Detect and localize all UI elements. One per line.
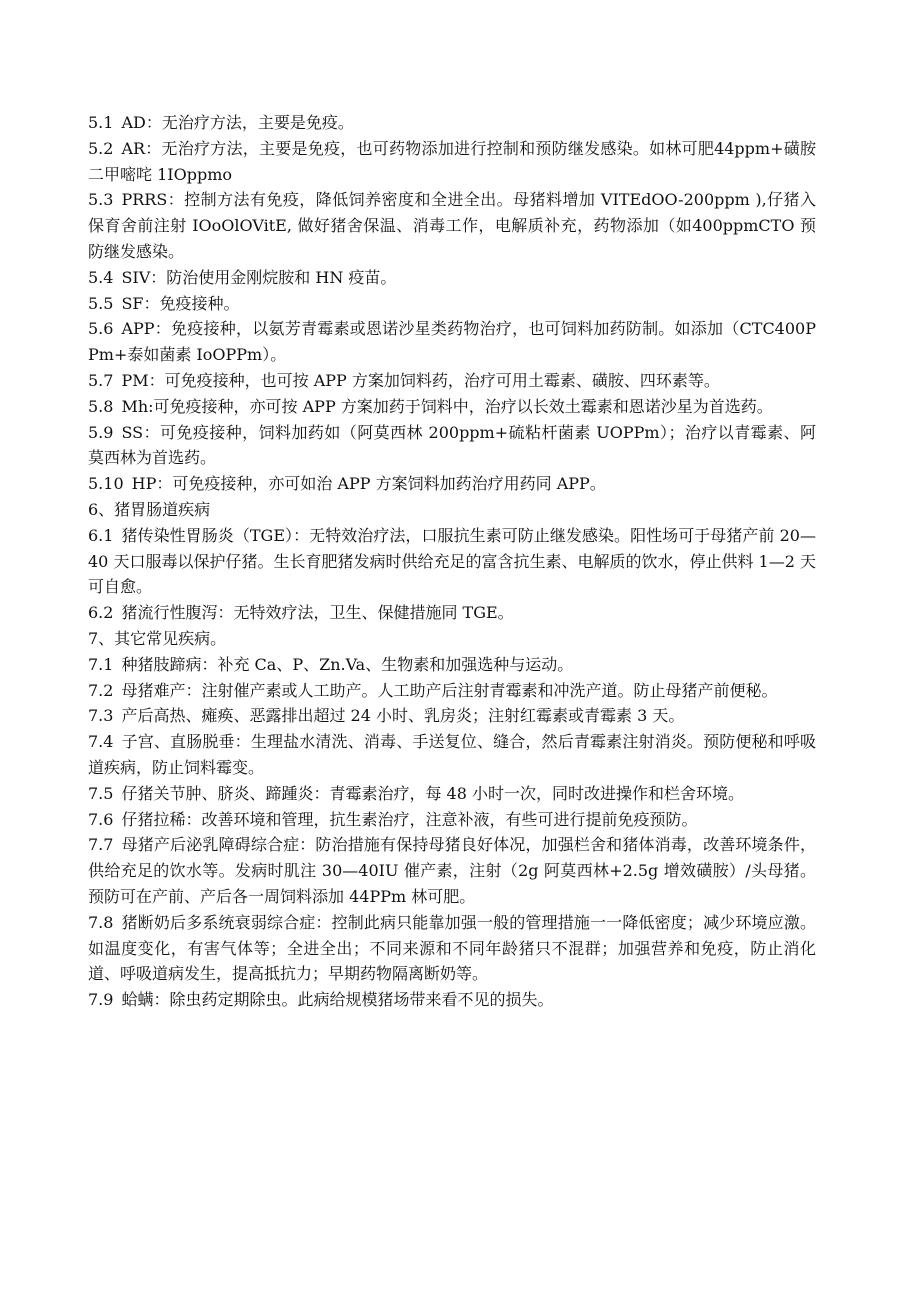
paragraph — [88, 291, 816, 317]
paragraph-text: Mh:可免疫接种，亦可按 APP 方案加药于饲料中，治疗以长效土霉素和恩诺沙星为首选药。 — [121, 396, 773, 416]
paragraph-text: PRRS：控制方法有免疫，降低饲养密度和全进全出。母猪料增加 VITEdOO-200ppm ),仔猪入保育舍前注射 IOoOlOVitE, 做好猪舍保温、消毒工作，电解质补充，药物添加（如400ppmCTO 预防继发感染。 — [88, 190, 816, 261]
section-number: 7.1 — [88, 654, 114, 674]
paragraph-text: PM：可免疫接种，也可按 APP 方案加饲料药，治疗可用土霉素、磺胺、四环素等。 — [121, 370, 720, 390]
section-number: 5.3 — [88, 190, 114, 210]
paragraph-text: SF：免疫接种。 — [121, 293, 240, 313]
paragraph — [88, 781, 816, 807]
section-number: 5.10 — [88, 474, 124, 494]
section-number: 5.2 — [88, 138, 114, 158]
paragraph-text: 仔猪关节肿、脐炎、蹄踵炎：青霉素治疗，每 48 小时一次，同时改进操作和栏舍环境。 — [121, 783, 744, 803]
paragraph-text: 产后高热、瘫痪、恶露排出超过 24 小时、乳房炎；注射红霉素或青霉素 3 天。 — [121, 706, 685, 726]
paragraph-text: SIV：防治使用金刚烷胺和 HN 疫苗。 — [121, 267, 397, 287]
paragraph — [88, 394, 816, 420]
paragraph-text: HP：可免疫接种，亦可如治 APP 方案饲料加药治疗用药同 APP。 — [131, 474, 606, 494]
paragraph-text: 7、其它常见疾病。 — [88, 628, 227, 648]
paragraph — [88, 471, 816, 497]
document-body — [88, 110, 816, 1013]
paragraph-text: 仔猪拉稀：改善环境和管理，抗生素治疗，注意补液，有些可进行提前免疫预防。 — [121, 809, 698, 829]
section-number: 6.2 — [88, 603, 114, 623]
paragraph-text: AR：无治疗方法，主要是免疫，也可药物添加进行控制和预防继发感染。如林可肥44ppm+磺胺二甲嘧咤 1IOppmo — [88, 138, 816, 184]
paragraph-text: 猪断奶后多系统衰弱综合症：控制此病只能靠加强一般的管理措施一一降低密度；减少环境应激。如温度变化，有害气体等；全进全出；不同来源和不同年龄猪只不混群；加强营养和免疫，防止消化道、呼吸道病发生，提高抵抗力；早期药物隔离断奶等。 — [88, 912, 816, 984]
paragraph — [88, 703, 816, 729]
paragraph — [88, 729, 816, 781]
section-number: 7.6 — [88, 809, 114, 829]
section-number: 5.4 — [88, 267, 114, 287]
paragraph — [88, 626, 816, 652]
paragraph-text: 种猪肢蹄病：补充 Ca、P、Zn.Va、生物素和加强选种与运动。 — [121, 654, 574, 674]
section-number: 7.5 — [88, 783, 114, 803]
section-number: 5.1 — [88, 113, 114, 132]
section-number: 5.8 — [88, 396, 114, 416]
paragraph — [88, 187, 816, 264]
section-number: 7.9 — [88, 990, 114, 1010]
paragraph-text: AD：无治疗方法，主要是免疫。 — [121, 113, 354, 132]
paragraph — [88, 136, 816, 188]
paragraph-text: 母猪产后泌乳障碍综合症：防治措施有保持母猪良好体况，加强栏舍和猪体消毒，改善环境条件，供给充足的饮水等。发病时肌注 30—40IU 催产素，注射（2g 阿莫西林+2.5g 增效磺胺）/头母猪。预防可在产前、产后各一周饲料添加 44PPm 林可肥。 — [88, 835, 816, 906]
paragraph — [88, 678, 816, 704]
paragraph — [88, 652, 816, 678]
paragraph — [88, 316, 816, 368]
paragraph — [88, 987, 816, 1013]
paragraph — [88, 368, 816, 394]
paragraph — [88, 600, 816, 626]
section-number: 5.5 — [88, 293, 114, 313]
paragraph-text: 子宫、直肠脱垂：生理盐水清洗、消毒、手送复位、缝合，然后青霉素注射消炎。预防便秘和呼吸道疾病，防止饲料霉变。 — [88, 732, 816, 777]
paragraph — [88, 420, 816, 472]
section-number: 7.4 — [88, 732, 114, 752]
paragraph-text: 母猪难产：注射催产素或人工助产。人工助产后注射青霉素和冲洗产道。防止母猪产前便秘。 — [121, 680, 778, 700]
section-number: 7.3 — [88, 706, 114, 726]
paragraph-text: 猪流行性腹泻：无特效疗法，卫生、保健措施同 TGE。 — [121, 603, 514, 623]
section-number: 7.7 — [88, 835, 114, 855]
paragraph-text: 猪传染性胃肠炎（TGE）：无特效治疗法，口服抗生素可防止继发感染。阳性场可于母猪产前 20—40 天口服毒以保护仔猪。生长育肥猪发病时供给充足的富含抗生素、电解质的饮水，停止供料 1—2 天可自愈。 — [88, 525, 816, 597]
section-number: 5.9 — [88, 422, 114, 442]
section-number: 5.7 — [88, 370, 114, 390]
paragraph — [88, 832, 816, 909]
paragraph — [88, 523, 816, 600]
section-number: 7.2 — [88, 680, 114, 700]
paragraph — [88, 910, 816, 987]
paragraph — [88, 265, 816, 291]
section-number: 5.6 — [88, 319, 114, 339]
paragraph-text: 6、猪胃肠道疾病 — [88, 499, 211, 519]
paragraph-text: 蛤螨：除虫药定期除虫。此病给规模猪场带来看不见的损失。 — [121, 990, 554, 1010]
paragraph-text: APP：免疫接种，以氨芳青霉素或恩诺沙星类药物治疗，也可饲料加药防制。如添加（CTC400PPm+泰如菌素 IoOPPm）。 — [88, 319, 816, 365]
paragraph — [88, 807, 816, 833]
paragraph — [88, 497, 816, 523]
paragraph — [88, 110, 816, 136]
section-number: 7.8 — [88, 912, 114, 932]
section-number: 6.1 — [88, 525, 114, 545]
paragraph-text: SS：可免疫接种，饲料加药如（阿莫西林 200ppm+硫粘杆菌素 UOPPm）；治疗以青霉素、阿莫西林为首选药。 — [88, 422, 816, 468]
